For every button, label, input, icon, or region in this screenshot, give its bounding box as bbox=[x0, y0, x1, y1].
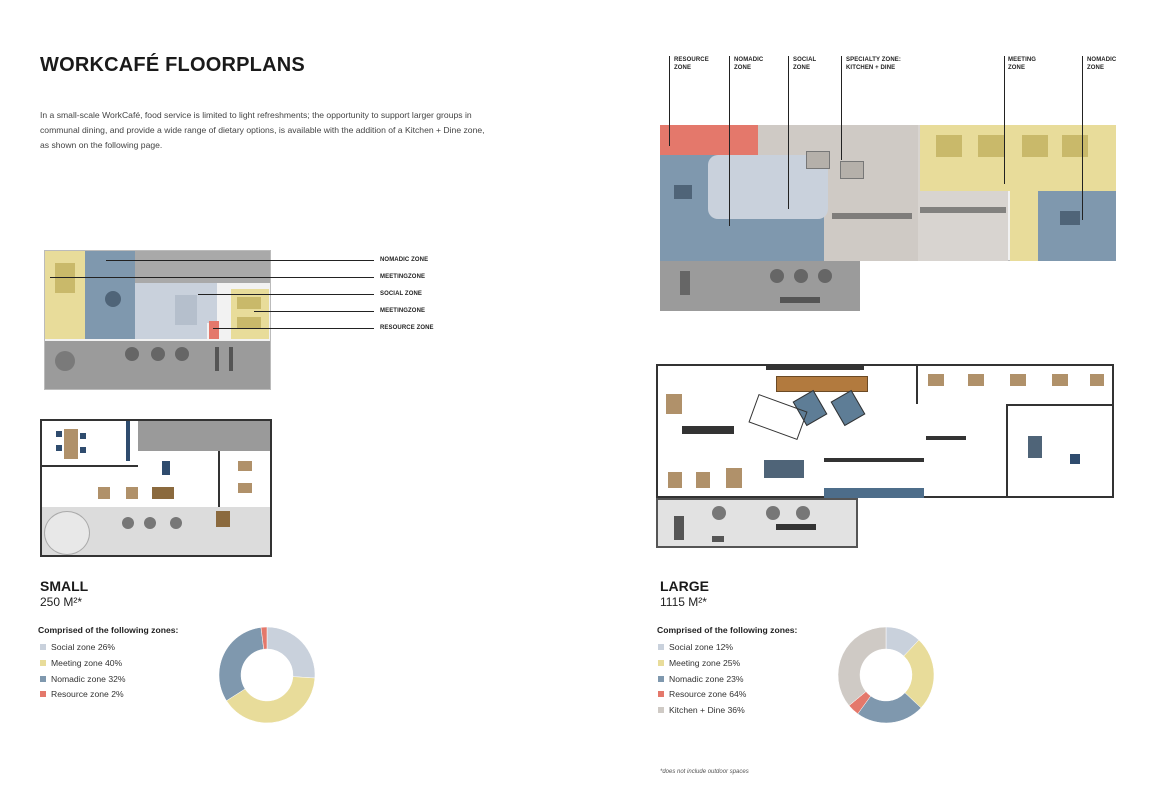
label-line: MEETING bbox=[1008, 57, 1037, 63]
small-comprised-label: Comprised of the following zones: bbox=[38, 625, 179, 635]
footnote: *does not include outdoor spaces bbox=[660, 769, 749, 775]
small-label-social: SOCIAL ZONE bbox=[380, 291, 422, 297]
large-label-nomadic-1 bbox=[734, 56, 763, 72]
label-line: ZONE bbox=[1008, 65, 1026, 71]
label-line: ZONE bbox=[793, 65, 811, 71]
page-title: WORKCAFÉ FLOORPLANS bbox=[40, 54, 305, 76]
label-line: RESOURCE bbox=[674, 57, 709, 63]
intro-paragraph: In a small-scale WorkCafé, food service is limited to light refreshments; the opportunity to support larger groups in communal dining, and provide a wide range of dietary options, is available with the addition of a Kitchen + Dine zone, as shown on the following page. bbox=[40, 110, 485, 150]
small-donut-slice-nomadic-zone bbox=[219, 627, 264, 700]
large-furnished-floorplan bbox=[656, 364, 1114, 548]
large-label: LARGE bbox=[660, 578, 709, 594]
large-label-resource bbox=[674, 56, 709, 72]
large-label-social bbox=[793, 56, 816, 72]
small-legend-resource bbox=[40, 688, 124, 700]
small-donut-slice-social-zone bbox=[267, 627, 315, 678]
legend-swatch bbox=[658, 691, 664, 697]
small-leader-3 bbox=[198, 294, 374, 295]
small-area: 250 M²* bbox=[40, 595, 83, 609]
legend-swatch bbox=[658, 660, 664, 666]
legend-text: Nomadic zone 32% bbox=[51, 674, 126, 684]
small-label-meeting-2: MEETINGZONE bbox=[380, 308, 426, 314]
large-legend-kitchen bbox=[658, 704, 745, 716]
large-legend-meeting bbox=[658, 657, 740, 669]
small-label-meeting-1: MEETINGZONE bbox=[380, 274, 426, 280]
small-donut-chart bbox=[218, 626, 316, 724]
large-leader-nomadic-1 bbox=[729, 56, 730, 226]
small-leader-5 bbox=[213, 328, 374, 329]
large-leader-meeting bbox=[1004, 56, 1005, 184]
small-leader-2 bbox=[50, 277, 374, 278]
legend-text: Meeting zone 25% bbox=[669, 658, 741, 668]
label-line: ZONE bbox=[1087, 65, 1105, 71]
small-legend-meeting bbox=[40, 657, 122, 669]
label-line: NOMADIC bbox=[1087, 57, 1117, 63]
small-label-nomadic: NOMADIC ZONE bbox=[380, 257, 429, 263]
small-furnished-floorplan bbox=[40, 419, 272, 557]
small-legend-social bbox=[40, 641, 115, 653]
large-label-kitchen-dine bbox=[846, 56, 901, 72]
small-legend-nomadic bbox=[40, 673, 126, 685]
legend-swatch bbox=[40, 644, 46, 650]
legend-swatch bbox=[658, 676, 664, 682]
legend-text: Resource zone 64% bbox=[669, 689, 747, 699]
legend-swatch bbox=[658, 707, 664, 713]
legend-swatch bbox=[658, 644, 664, 650]
label-line: SPECIALTY ZONE: bbox=[846, 57, 901, 63]
large-legend-resource bbox=[658, 688, 746, 700]
large-donut-slice-kitchen-dine bbox=[838, 627, 886, 706]
legend-text: Meeting zone 40% bbox=[51, 658, 123, 668]
label-line: SOCIAL bbox=[793, 57, 817, 63]
label-line: KITCHEN + DINE bbox=[846, 65, 896, 71]
large-donut-chart bbox=[837, 626, 935, 724]
small-leader-4 bbox=[254, 311, 374, 312]
small-label-resource: RESOURCE ZONE bbox=[380, 325, 434, 331]
legend-text: Resource zone 2% bbox=[51, 689, 124, 699]
legend-swatch bbox=[40, 676, 46, 682]
large-label-nomadic-2 bbox=[1087, 56, 1116, 72]
legend-swatch bbox=[40, 691, 46, 697]
large-leader-nomadic-2 bbox=[1082, 56, 1083, 220]
legend-text: Kitchen + Dine 36% bbox=[669, 705, 745, 715]
small-label: SMALL bbox=[40, 578, 89, 594]
large-comprised-label: Comprised of the following zones: bbox=[657, 625, 798, 635]
small-leader-1 bbox=[106, 260, 374, 261]
large-label-meeting bbox=[1008, 56, 1036, 72]
large-area: 1115 M²* bbox=[660, 595, 707, 609]
large-legend-nomadic bbox=[658, 673, 744, 685]
large-leader-social bbox=[788, 56, 789, 209]
label-line: ZONE bbox=[734, 65, 752, 71]
legend-text: Social zone 12% bbox=[669, 642, 734, 652]
large-leader-kitchen bbox=[841, 56, 842, 160]
small-zoned-floorplan bbox=[44, 250, 271, 390]
large-legend-social bbox=[658, 641, 733, 653]
large-leader-resource bbox=[669, 56, 670, 146]
legend-text: Social zone 26% bbox=[51, 642, 116, 652]
label-line: ZONE bbox=[674, 65, 692, 71]
legend-swatch bbox=[40, 660, 46, 666]
legend-text: Nomadic zone 23% bbox=[669, 674, 744, 684]
label-line: NOMADIC bbox=[734, 57, 764, 63]
